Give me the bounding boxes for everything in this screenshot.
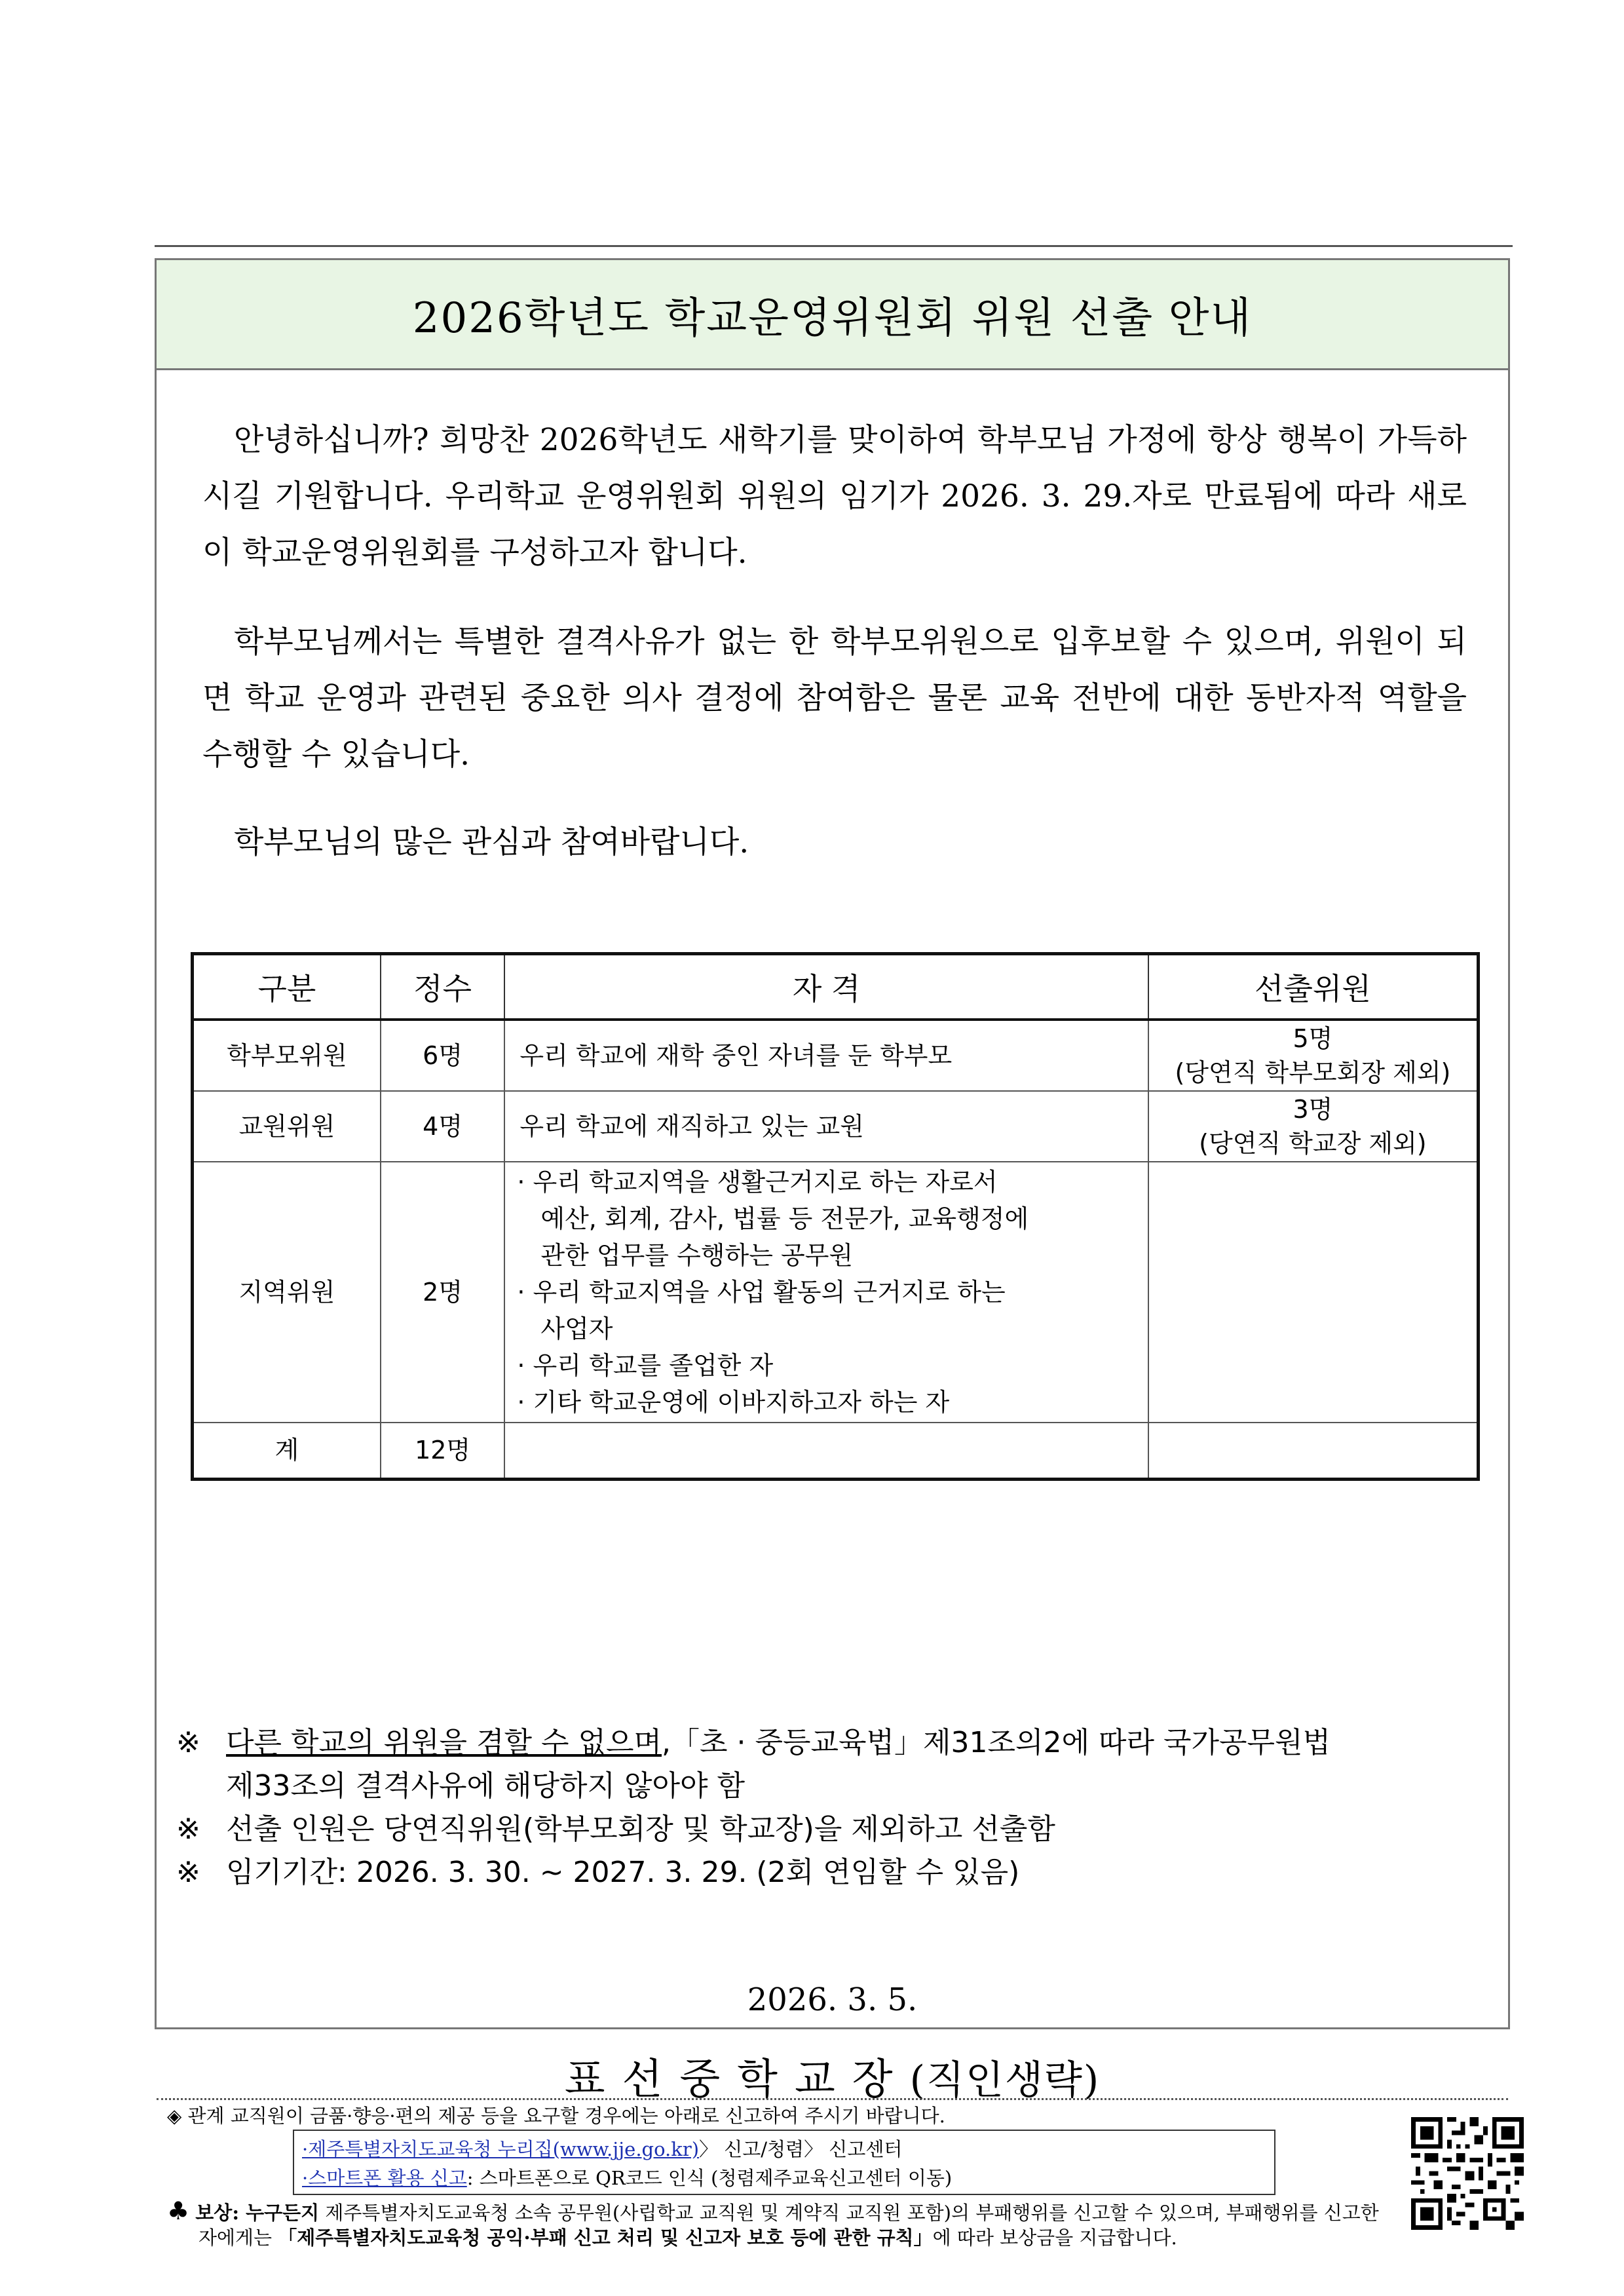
note-mark-icon: ※ (176, 1726, 200, 1759)
smartphone-instructions: : 스마트폰으로 QR코드 인식 (청렴제주교육신고센터 이동) (466, 2167, 953, 2189)
intro-text: 안녕하십니까? 희망찬 2026학년도 새학기를 맞이하여 학부모님 가정에 항상 행복이 가득하시길 기원합니다. 우리학교 운영위원회 위원의 임기가 2026. 3. 29.자로 만료됨에 따라 새로이 학교운영위원회를 구성하고자 합니다. (202, 422, 1467, 571)
report-channel (302, 2164, 1274, 2192)
seal-omitted-note: (직인생략) (909, 2057, 1101, 2103)
page-title: 2026학년도 학교운영위원회 위원 선출 안내 (157, 260, 1508, 370)
smartphone-report-link[interactable]: ·스마트폰 활용 신고 (302, 2167, 467, 2189)
row-count: 6명 (381, 1020, 505, 1091)
qual-item: · 우리 학교지역을 사업 활동의 근거지로 하는 (517, 1278, 1006, 1307)
qual-item: · 우리 학교지역을 생활근거지로 하는 자로서 (517, 1168, 998, 1196)
table-row (193, 1091, 1479, 1162)
candidacy-text: 학부모님께서는 특별한 결격사유가 없는 한 학부모위원으로 입후보할 수 있으며, 위원이 되면 학교 운영과 관련된 중요한 의사 결정에 참여함은 물론 교육 전반에 대한 동반자적 역할을 수행할 수 있습니다. (202, 624, 1467, 773)
row-elected (1148, 1423, 1479, 1479)
closing-paragraph (202, 814, 1467, 871)
note-text: 선출 인원은 당연직위원(학부모회장 및 학교장)을 제외하고 선출함 (226, 1812, 1055, 1846)
note-emphasis: 다른 학교의 위원을 겸할 수 없으며 (226, 1726, 662, 1759)
table-row (193, 1020, 1479, 1091)
header-qualification: 자 격 (504, 954, 1148, 1020)
intro-paragraph (202, 412, 1467, 581)
reward-label: 보상: 누구든지 (195, 2202, 320, 2224)
diamond-icon: ◈ (167, 2105, 182, 2127)
reward-text-end: 에 따라 보상금을 지급합니다. (932, 2227, 1177, 2249)
top-rule (155, 245, 1513, 247)
row-qualification: 우리 학교에 재직하고 있는 교원 (504, 1091, 1148, 1162)
qual-item-cont: 예산, 회계, 감사, 법률 등 전문가, 교육행정에 (540, 1204, 1029, 1233)
row-qualification (504, 1162, 1148, 1423)
club-icon: ♣ (167, 2196, 190, 2225)
row-qualification (504, 1423, 1148, 1479)
qual-item: · 우리 학교를 졸업한 자 (517, 1351, 774, 1380)
row-elected (1148, 1091, 1479, 1162)
note-text: 임기기간: 2026. 3. 30. ~ 2027. 3. 29. (2회 연임할 수 있음) (226, 1856, 1020, 1889)
table-total-row (193, 1423, 1479, 1479)
reward-regulation: 「제주특별자치도교육청 공익·부패 신고 처리 및 신고자 보호 등에 관한 규칙」 (278, 2227, 933, 2249)
row-count: 12명 (381, 1423, 505, 1479)
report-notice (167, 2103, 945, 2129)
reward-text: 제주특별자치도교육청 소속 공무원(사립학교 교직원 및 계약직 교직원 포함)의 부패행위를 신고할 수 있으며, 부패행위를 신고한 자에게는 (198, 2202, 1379, 2249)
elected-note: (당연직 학교장 제외) (1199, 1129, 1427, 1158)
note-continuation: 제33조의 결격사유에 해당하지 않아야 함 (226, 1769, 745, 1803)
note-item (176, 1808, 1493, 1851)
notes-section (176, 1721, 1493, 1894)
qr-code-icon[interactable] (1411, 2117, 1524, 2230)
row-count: 4명 (381, 1091, 505, 1162)
table-row (193, 1162, 1479, 1423)
report-channels-box (293, 2130, 1275, 2195)
row-category: 지역위원 (193, 1162, 381, 1423)
website-link[interactable]: ·제주특별자치도교육청 누리집(www.jje.go.kr) (302, 2138, 700, 2160)
row-category: 교원위원 (193, 1091, 381, 1162)
website-path: 〉 신고/청렴〉 신고센터 (699, 2138, 903, 2160)
elected-count: 3명 (1293, 1095, 1333, 1124)
issue-date: 2026. 3. 5. (747, 1981, 918, 2018)
elected-count: 5명 (1293, 1024, 1333, 1053)
notice-frame (155, 258, 1510, 2249)
elected-note: (당연직 학부모회장 제외) (1175, 1058, 1451, 1087)
reward-notice (167, 2198, 1399, 2250)
note-text: ,「초 · 중등교육법」제31조의2에 따라 국가공무원법 (662, 1726, 1331, 1759)
closing-text: 학부모님의 많은 관심과 참여바랍니다. (234, 824, 749, 860)
candidacy-paragraph (202, 614, 1467, 783)
row-qualification: 우리 학교에 재학 중인 자녀를 둔 학부모 (504, 1020, 1148, 1091)
header-count: 정수 (381, 954, 505, 1020)
note-mark-icon: ※ (176, 1856, 200, 1889)
dotted-divider (157, 2098, 1508, 2100)
header-elected: 선출위원 (1148, 954, 1479, 1020)
row-elected (1148, 1020, 1479, 1091)
header-category: 구분 (193, 954, 381, 1020)
row-category: 학부모위원 (193, 1020, 381, 1091)
qual-item-cont: 관한 업무를 수행하는 공무원 (540, 1241, 854, 1270)
committee-table (191, 952, 1480, 1481)
table-header-row (193, 954, 1479, 1020)
school-principal: 표선중학교장 (564, 2056, 910, 2104)
row-category: 계 (193, 1423, 381, 1479)
qual-item: · 기타 학교운영에 이바지하고자 하는 자 (517, 1388, 950, 1417)
signature-line (157, 2046, 1508, 2106)
row-count: 2명 (381, 1162, 505, 1423)
note-item (176, 1851, 1493, 1894)
report-channel (302, 2135, 1274, 2164)
note-mark-icon: ※ (176, 1812, 200, 1846)
report-notice-text: 관계 교직원이 금품·향응·편의 제공 등을 요구할 경우에는 아래로 신고하여 주시기 바랍니다. (187, 2105, 945, 2127)
qual-item-cont: 사업자 (540, 1314, 613, 1343)
note-item (176, 1721, 1493, 1765)
row-elected (1148, 1162, 1479, 1423)
